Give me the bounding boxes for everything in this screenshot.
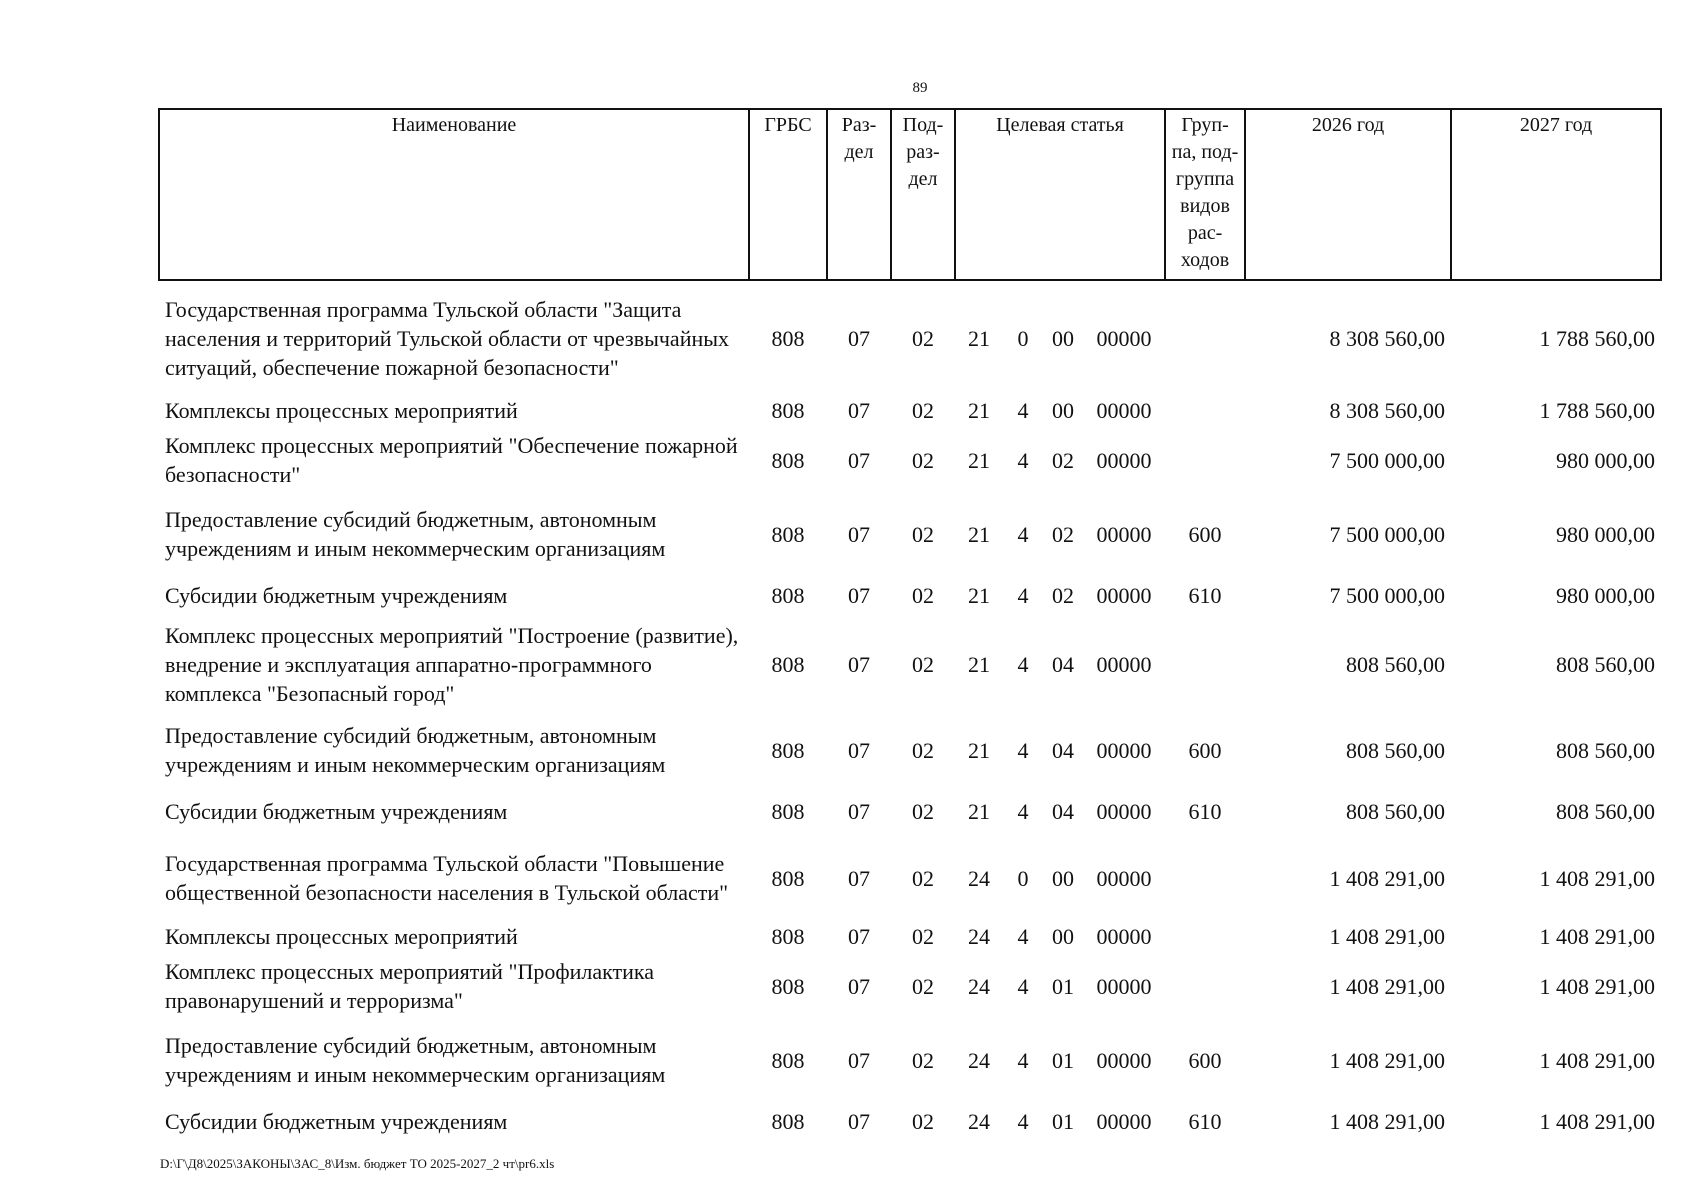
row-podrazdel: 02 [912,398,934,423]
table-row [159,425,1661,495]
row-name: Предоставление субсидий бюджетным, автономным учреждениям и иным некоммерческим организациям [165,1033,666,1087]
table-row [159,495,1661,573]
row-expense-group: 610 [1188,1109,1222,1134]
row-amount-2027: 808 560,00 [1556,737,1656,763]
row-grbs: 808 [771,521,805,547]
row-target-complex: 04 [1052,737,1074,763]
row-grbs: 808 [771,652,805,677]
row-target-program: 21 [968,799,990,824]
row-target-program: 24 [968,1047,990,1073]
row-amount-2026: 8 308 560,00 [1329,326,1446,351]
row-expense-group: 600 [1188,1047,1222,1073]
row-razdel: 07 [848,973,870,999]
row-razdel: 07 [848,865,870,891]
row-name: Комплексы процессных мероприятий [165,398,518,423]
row-name: Государственная программа Тульской области "Повышение общественной безопасности населения в Тульской области" [165,851,729,905]
row-amount-2026: 1 408 291,00 [1329,865,1446,891]
row-grbs: 808 [771,924,805,949]
row-podrazdel: 02 [912,1109,934,1134]
row-grbs: 808 [771,1047,805,1073]
table-row [159,573,1661,618]
row-podrazdel: 02 [912,799,934,824]
table-row [159,922,1661,951]
row-target-program: 21 [968,583,990,608]
row-target-complex: 02 [1052,521,1074,547]
col-header-grbs: ГРБС [749,109,827,280]
row-name: Предоставление субсидий бюджетным, автономным учреждениям и иным некоммерческим организациям [165,507,666,561]
row-name: Комплекс процессных мероприятий "Обеспечение пожарной безопасности" [165,433,738,487]
row-razdel: 07 [848,521,870,547]
row-razdel: 07 [848,447,870,473]
row-target-complex: 00 [1052,924,1074,949]
row-amount-2027: 980 000,00 [1556,447,1656,473]
row-razdel: 07 [848,799,870,824]
row-target-direction: 00000 [1096,652,1152,677]
row-amount-2027: 1 408 291,00 [1539,865,1656,891]
row-amount-2026: 1 408 291,00 [1329,1047,1446,1073]
col-header-2026: 2026 год [1245,109,1451,280]
page-number: 89 [912,80,928,96]
row-target-type: 4 [1017,521,1029,547]
row-amount-2027: 1 788 560,00 [1539,398,1656,423]
col-header-razdel: Раз- дел [827,109,891,280]
row-target-complex: 04 [1052,652,1074,677]
row-target-type: 0 [1017,865,1029,891]
row-target-program: 24 [968,865,990,891]
table-row [159,396,1661,425]
row-target-program: 21 [968,447,990,473]
row-target-program: 21 [968,737,990,763]
row-target-program: 21 [968,521,990,547]
row-target-type: 4 [1017,924,1029,949]
row-amount-2026: 8 308 560,00 [1329,398,1446,423]
table-row [159,834,1661,922]
row-amount-2027: 1 408 291,00 [1539,1109,1656,1134]
row-target-type: 4 [1017,973,1029,999]
budget-sheet [158,108,1660,1144]
row-podrazdel: 02 [912,865,934,891]
row-target-direction: 00000 [1096,1047,1152,1073]
table-header-row [159,109,1661,280]
row-name: Комплекс процессных мероприятий "Профилактика правонарушений и терроризма" [165,959,655,1013]
row-amount-2026: 808 560,00 [1346,799,1446,824]
row-grbs: 808 [771,799,805,824]
row-expense-group [1165,951,1245,1021]
row-target-complex: 01 [1052,1047,1074,1073]
row-expense-group [1165,922,1245,951]
row-amount-2027: 980 000,00 [1556,583,1656,608]
col-header-group: Груп- па, под- группа видов рас- ходов [1165,109,1245,280]
row-expense-group [1165,396,1245,425]
row-target-direction: 00000 [1096,398,1152,423]
row-podrazdel: 02 [912,1047,934,1073]
table-row [159,1021,1661,1099]
row-amount-2027: 1 408 291,00 [1539,973,1656,999]
row-target-direction: 00000 [1096,737,1152,763]
row-target-complex: 02 [1052,583,1074,608]
row-target-direction: 00000 [1096,521,1152,547]
table-row [159,618,1661,711]
table-row [159,711,1661,789]
row-amount-2027: 808 560,00 [1556,799,1656,824]
row-target-type: 4 [1017,447,1029,473]
row-name: Государственная программа Тульской области "Защита населения и территорий Тульской области от чрезвычайных ситуаций, обеспечение пожарной безопасности" [165,297,730,380]
row-target-complex: 00 [1052,865,1074,891]
row-target-direction: 00000 [1096,1109,1152,1134]
row-podrazdel: 02 [912,583,934,608]
row-amount-2027: 1 788 560,00 [1539,326,1656,351]
col-header-target: Целевая статья [955,109,1165,280]
row-amount-2027: 1 408 291,00 [1539,924,1656,949]
row-amount-2026: 1 408 291,00 [1329,1109,1446,1134]
row-target-direction: 00000 [1096,799,1152,824]
row-target-complex: 02 [1052,447,1074,473]
row-target-direction: 00000 [1096,326,1152,351]
row-amount-2026: 1 408 291,00 [1329,924,1446,949]
row-amount-2026: 808 560,00 [1346,737,1446,763]
row-expense-group [1165,834,1245,922]
row-target-program: 24 [968,973,990,999]
row-target-direction: 00000 [1096,973,1152,999]
row-target-complex: 01 [1052,973,1074,999]
row-grbs: 808 [771,1109,805,1134]
row-podrazdel: 02 [912,447,934,473]
row-target-type: 4 [1017,583,1029,608]
col-header-name: Наименование [159,109,749,280]
row-grbs: 808 [771,398,805,423]
row-target-program: 21 [968,326,990,351]
row-razdel: 07 [848,398,870,423]
row-expense-group [1165,425,1245,495]
row-target-type: 0 [1017,326,1029,351]
row-podrazdel: 02 [912,521,934,547]
row-amount-2027: 980 000,00 [1556,521,1656,547]
row-grbs: 808 [771,326,805,351]
row-razdel: 07 [848,737,870,763]
row-target-program: 24 [968,1109,990,1134]
row-target-type: 4 [1017,799,1029,824]
row-razdel: 07 [848,924,870,949]
row-target-program: 24 [968,924,990,949]
row-target-direction: 00000 [1096,924,1152,949]
row-target-program: 21 [968,652,990,677]
row-target-complex: 00 [1052,398,1074,423]
row-amount-2026: 1 408 291,00 [1329,973,1446,999]
table-row [159,280,1661,396]
row-target-direction: 00000 [1096,865,1152,891]
row-grbs: 808 [771,447,805,473]
row-grbs: 808 [771,583,805,608]
row-podrazdel: 02 [912,973,934,999]
file-path-footer: D:\Г\Д8\2025\ЗАКОНЫ\ЗАС_8\Изм. бюджет ТО 2025-2027_2 чт\pr6.xls [160,1156,555,1171]
row-target-type: 4 [1017,737,1029,763]
row-grbs: 808 [771,973,805,999]
row-grbs: 808 [771,737,805,763]
row-expense-group: 600 [1188,521,1222,547]
row-name: Субсидии бюджетным учреждениям [165,583,508,608]
row-name: Субсидии бюджетным учреждениям [165,1109,508,1134]
table-row [159,789,1661,834]
row-podrazdel: 02 [912,326,934,351]
row-target-direction: 00000 [1096,583,1152,608]
row-expense-group [1165,280,1245,396]
row-target-type: 4 [1017,652,1029,677]
row-expense-group: 610 [1188,583,1222,608]
row-name: Комплексы процессных мероприятий [165,924,518,949]
budget-table [158,108,1662,1144]
table-row [159,951,1661,1021]
row-amount-2027: 808 560,00 [1556,652,1656,677]
row-razdel: 07 [848,1109,870,1134]
row-amount-2026: 7 500 000,00 [1329,447,1446,473]
row-target-complex: 01 [1052,1109,1074,1134]
row-amount-2026: 7 500 000,00 [1329,521,1446,547]
row-amount-2026: 808 560,00 [1346,652,1446,677]
row-razdel: 07 [848,652,870,677]
row-podrazdel: 02 [912,652,934,677]
row-target-type: 4 [1017,1047,1029,1073]
row-grbs: 808 [771,865,805,891]
col-header-podrazdel: Под- раз- дел [891,109,955,280]
row-target-complex: 04 [1052,799,1074,824]
row-amount-2027: 1 408 291,00 [1539,1047,1656,1073]
row-razdel: 07 [848,326,870,351]
row-name: Предоставление субсидий бюджетным, автономным учреждениям и иным некоммерческим организациям [165,723,666,777]
table-row [159,1099,1661,1144]
row-target-program: 21 [968,398,990,423]
row-target-type: 4 [1017,398,1029,423]
row-name: Комплекс процессных мероприятий "Построение (развитие), внедрение и эксплуатация аппаратно-программного комплекса "Безопасный город" [165,623,739,706]
row-target-type: 4 [1017,1109,1029,1134]
row-amount-2026: 7 500 000,00 [1329,583,1446,608]
row-razdel: 07 [848,1047,870,1073]
row-expense-group: 600 [1188,737,1222,763]
row-expense-group [1165,618,1245,711]
row-razdel: 07 [848,583,870,608]
row-podrazdel: 02 [912,737,934,763]
row-name: Субсидии бюджетным учреждениям [165,799,508,824]
col-header-2027: 2027 год [1451,109,1661,280]
row-target-complex: 00 [1052,326,1074,351]
row-podrazdel: 02 [912,924,934,949]
row-expense-group: 610 [1188,799,1222,824]
row-target-direction: 00000 [1096,447,1152,473]
